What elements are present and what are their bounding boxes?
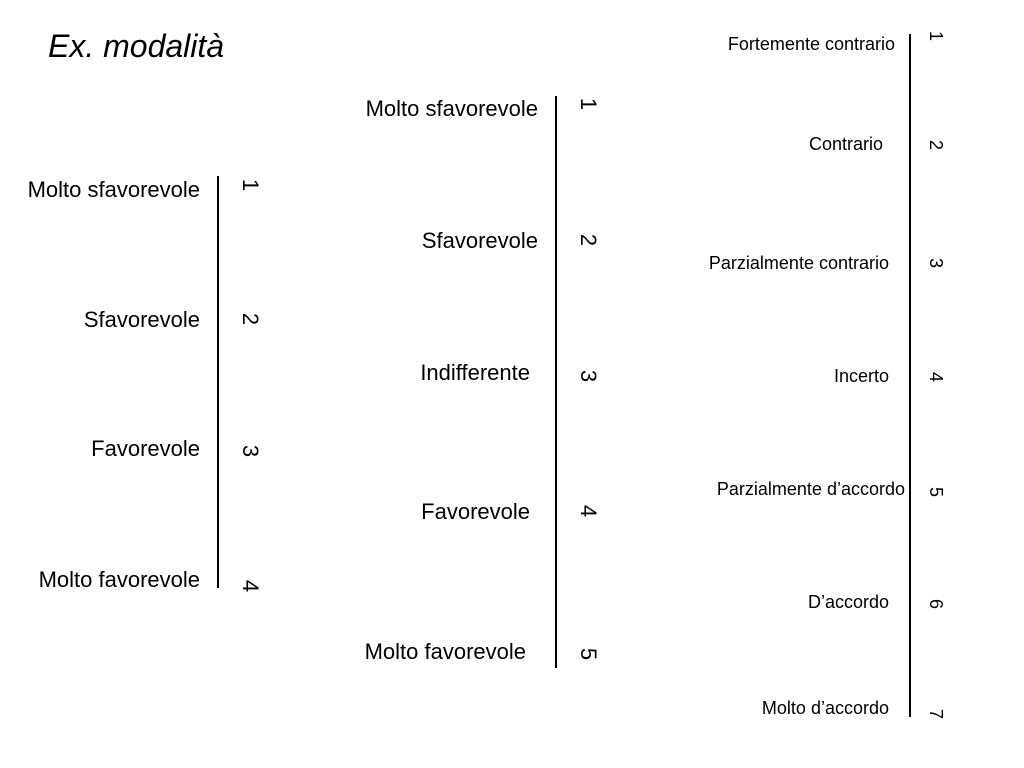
scale-label: Molto favorevole	[364, 639, 526, 664]
scale-axis-line	[555, 96, 557, 668]
scale-number: 4	[926, 371, 946, 382]
scale-label: Incerto	[833, 366, 889, 386]
scale-label: Indifferente	[420, 360, 530, 385]
scale-label: Favorevole	[91, 436, 200, 461]
scale-label: Molto sfavorevole	[365, 96, 538, 121]
scale-label: Parzialmente d’accordo	[716, 479, 905, 499]
scale-label: Molto sfavorevole	[27, 177, 200, 202]
scale-number: 7	[926, 708, 946, 719]
scale-number: 5	[926, 486, 946, 497]
scale-axis-line	[909, 34, 911, 717]
scale-label: Favorevole	[421, 499, 530, 524]
scale-label: Molto favorevole	[38, 567, 200, 592]
scale-label: Sfavorevole	[421, 228, 538, 253]
scale-number: 1	[576, 97, 601, 111]
scale-label: D’accordo	[807, 592, 889, 612]
scale-number: 2	[238, 312, 263, 326]
scale-number: 5	[576, 647, 601, 661]
scale-number: 3	[238, 444, 263, 458]
scale-number: 2	[926, 139, 946, 150]
scale-label: Fortemente contrario	[727, 34, 895, 54]
scale-label: Contrario	[808, 134, 883, 154]
scale-number: 4	[238, 579, 263, 593]
slide-title: Ex. modalità	[48, 28, 225, 64]
scale-number: 4	[576, 504, 601, 518]
scale-axis-line	[217, 176, 219, 588]
scale-number: 3	[926, 257, 946, 268]
scale-label: Molto d’accordo	[761, 698, 889, 718]
scale-number: 6	[926, 598, 946, 609]
scale-number: 1	[926, 30, 946, 41]
scale-number: 2	[576, 233, 601, 247]
scale-number: 1	[238, 178, 263, 192]
scale-number: 3	[576, 369, 601, 383]
scale-label: Sfavorevole	[83, 307, 200, 332]
scale-label: Parzialmente contrario	[708, 253, 889, 273]
